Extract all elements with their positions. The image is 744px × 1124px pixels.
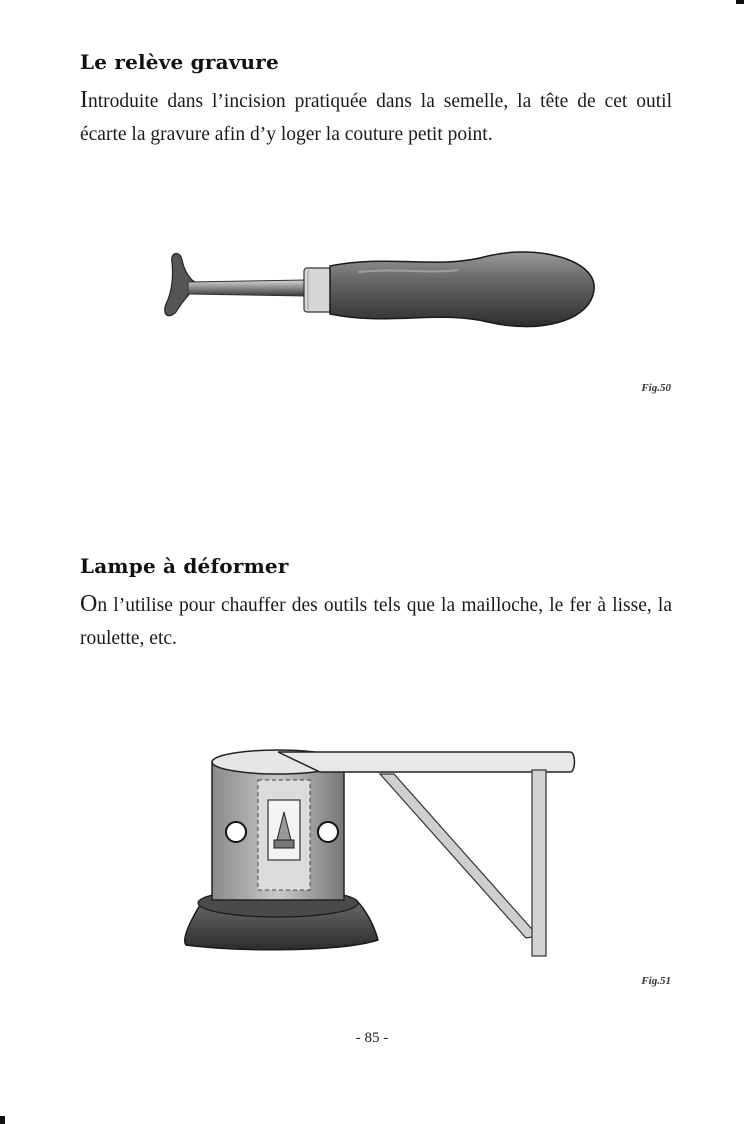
section-text-lampe-deformer: On l’utilise pour chauffer des outils tels que la mailloche, le fer à lisse, la roulette, etc. xyxy=(80,591,672,649)
page-number: - 85 - xyxy=(355,1030,389,1046)
scan-edge-mark-bottom xyxy=(0,1116,5,1124)
lampe-a-deformer-illustration xyxy=(180,740,580,965)
releve-gravure-tool-illustration xyxy=(158,240,598,330)
scan-edge-mark-top xyxy=(736,0,744,4)
figure-caption-50: Fig.50 xyxy=(641,382,671,394)
figure-caption-51: Fig.51 xyxy=(641,975,671,987)
section-title-lampe-deformer: Lampe à déformer xyxy=(80,554,289,578)
section-title-releve-gravure: Le relève gravure xyxy=(80,50,279,74)
section-text-releve-gravure: Introduite dans l’incision pratiquée dans la semelle, la tête de cet outil écarte la gravure afin d’y loger la couture petit point. xyxy=(80,87,672,145)
